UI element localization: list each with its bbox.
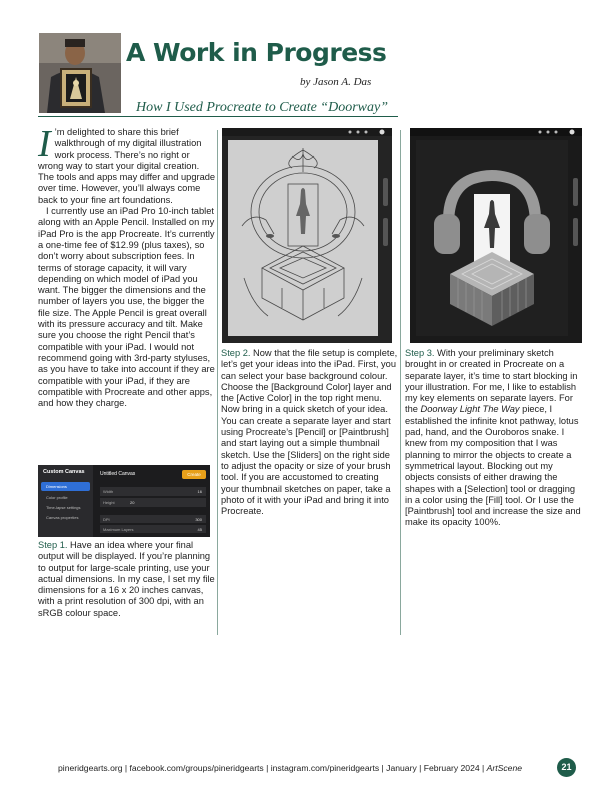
menu-item-timelapse[interactable]: Time-lapse settings xyxy=(46,505,81,510)
footer xyxy=(58,763,522,773)
intro-column xyxy=(38,123,216,409)
step-2-text: Now that the file setup is complete, let’s get your ideas into the iPad. First, you can select your base background colour. Choose the [Background Color] layer and the [Active Color] in the top right menu. Now bring in a quick sketch of your idea. You can create a separate layer and start using Procreate’s [Pencil] or [Paintbrush] and start laying out a simple thumbnail sketch. Use the [Sliders] on the right side to adjust the opacity or size of your brush tool. If you are accustomed to creating your thumbnail sketches on paper, take a photo of it with your iPad and bring it into Procreate. xyxy=(221,348,398,517)
footer-links: pineridgearts.org | facebook.com/groups/pineridgearts | instagram.com/pineridgearts | January | February 2024 | xyxy=(58,763,487,773)
column-divider xyxy=(400,130,401,635)
author-photo xyxy=(39,33,121,113)
field-label: Height xyxy=(103,500,115,505)
canvas-dialog-heading: Custom Canvas xyxy=(43,469,85,475)
sketch-screenshot xyxy=(222,128,392,343)
step-3-text-b: piece, I established the infinite knot pathway, lotus pad, hand, and the Ouroboros snake. I knew from my composition that I was planning to mirror the objects to create a symmetrical layout. Blocking out my objects consists of either drawing the shapes with a [Selection] tool or dragging in a color using the [Fill] tool. Or I use the [Paintbrush] tool and increase the size and make its opacity 100%. xyxy=(405,404,581,528)
step-1 xyxy=(38,540,216,619)
field-value: 16 xyxy=(197,489,202,494)
step-1-label: Step 1. xyxy=(38,540,68,550)
field-value: 20 xyxy=(130,500,135,505)
field-dpi[interactable] xyxy=(100,515,206,523)
menu-item-color-profile[interactable]: Color profile xyxy=(46,495,68,500)
create-button[interactable]: Create xyxy=(182,470,206,479)
field-value: 45 xyxy=(197,527,202,532)
step-1-text: Have an idea where your final output will be displayed. If you’re planning to output for large-scale printing, use your actual dimensions. In my case, I set my file dimensions for a 16 x 20 inches canvas, with a print resolution of 300 dpi, with an sRGB colour space. xyxy=(38,540,215,618)
canvas-name: Untitled Canvas xyxy=(100,471,136,477)
custom-canvas-screenshot xyxy=(38,465,210,537)
byline: by Jason A. Das xyxy=(300,76,372,88)
step-3-label: Step 3. xyxy=(405,348,435,358)
column-divider xyxy=(217,130,218,635)
page-number: 21 xyxy=(557,758,576,777)
header-divider xyxy=(38,116,398,117)
canvas-menu-panel xyxy=(38,465,93,537)
article-title: A Work in Progress xyxy=(126,38,387,67)
field-label: Maximum Layers xyxy=(103,527,134,532)
blocking-screenshot xyxy=(410,128,582,343)
drop-cap: I xyxy=(38,123,51,165)
field-label: Width xyxy=(103,489,114,494)
step-2-label: Step 2. xyxy=(221,348,251,358)
intro-paragraph-2: I currently use an iPad Pro 10-inch tablet along with an Apple Pencil. Installed on my iPad Pro is the app Procreate. It’s currently a one-time fee of $12.99 (plus taxes), so don’t worry about subscription fees. In terms of storage capacity, it will vary depending on which model of iPad you want. The bigger the dimensions and the number of layers you use, the bigger the file size. The Apple Pencil is great overall with its pressure accuracy and tilt. Make sure you choose the right Pencil that’s compatible with your iPad. I would not recommend going with 3rd-party styluses, as you have to take into account if they are compatible with your iPad, if they are compatible with Procreate and other apps, and how they charge. xyxy=(38,206,215,409)
menu-item-dimensions[interactable]: Dimensions xyxy=(46,484,67,489)
magazine-name: ArtScene xyxy=(486,763,523,773)
step-3-text-a: With your preliminary sketch brought in or created in Procreate on a separate layer, it’s time to start blocking in your illustration. For me, I like to establish my key elements on separate layers. For the xyxy=(405,348,578,415)
intro-paragraph-1: I ’m delighted to share this brief walkthrough of my digital illustration work process. There’s no right or wrong way to start your digital creation. The tools and apps may differ and upgrade over time. However, you’ll always come back to your fine art foundations. xyxy=(38,123,216,205)
field-label: DPI xyxy=(103,517,110,522)
step-3 xyxy=(405,348,583,529)
field-value: 300 xyxy=(195,517,202,522)
field-width[interactable] xyxy=(100,487,206,496)
step-3-artwork-title: Doorway Light The Way xyxy=(420,404,520,415)
field-height[interactable] xyxy=(100,498,206,507)
field-max-layers[interactable] xyxy=(100,525,206,533)
article-subtitle: How I Used Procreate to Create “Doorway” xyxy=(136,100,388,115)
step-2 xyxy=(221,348,399,517)
menu-item-properties[interactable]: Canvas properties xyxy=(46,515,79,520)
